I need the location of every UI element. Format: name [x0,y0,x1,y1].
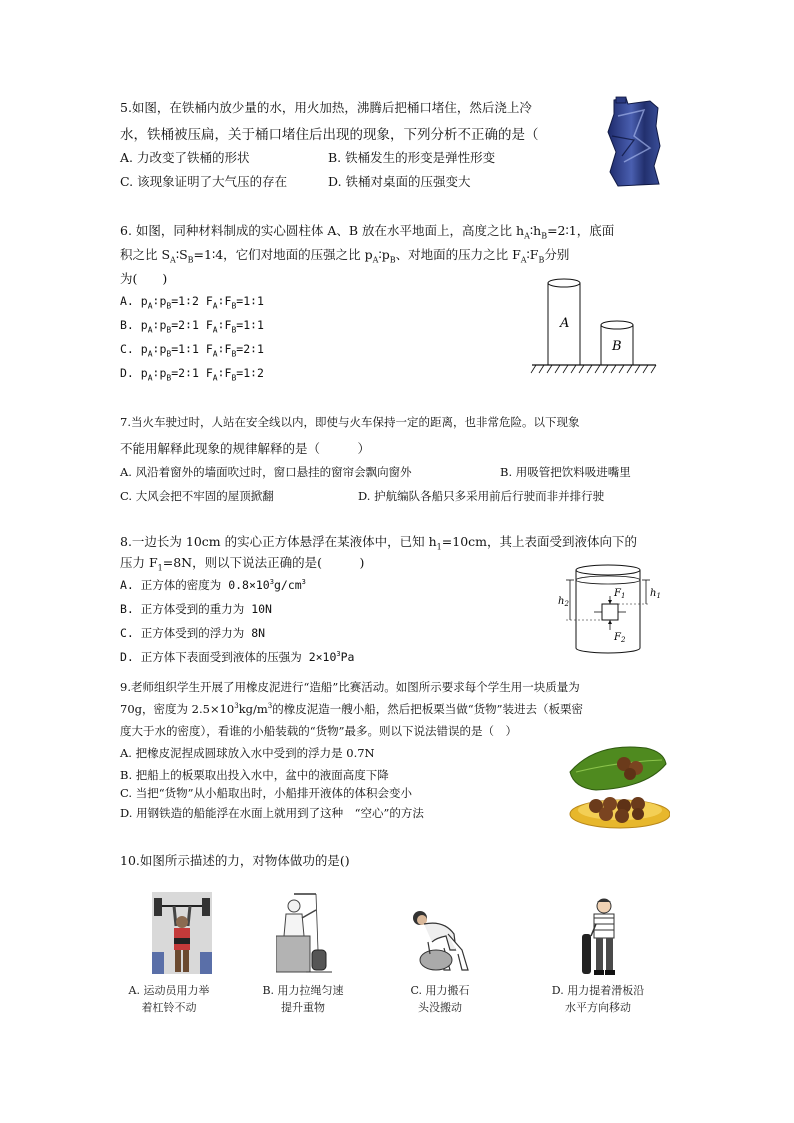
q10-caption-d: D. 用力提着滑板沿水平方向移动 [551,984,645,1014]
q10-caption-a: A. 运动员用力举着杠铃不动 [128,984,210,1014]
label-f2: F [614,632,621,643]
label-h1: h [650,588,657,599]
q5-option-c: C. 该现象证明了大气压的存在 [120,174,288,189]
q5-line2: 水，铁桶被压扁，关于桶口堵住后出现的现象，下列分析不正确的是（ [120,127,539,143]
q8-line2: 压力 $F_1=8N$，则以下说法正确的是( ) [120,555,365,573]
q9-option-d: D. 用钢铁造的船能浮在水面上就用到了这种 “空心”的方法 [120,806,424,820]
q8-option-b: B. 正方体受到的重力为 10N [120,602,272,616]
q6-option-b: B. $p_A∶p_B=2∶1$ $F_A∶F_B=1∶1$ [120,318,264,335]
weightlifter-image [152,892,212,974]
q9-option-c: C. 当把“货物”从小船取出时，小船排开液体的体积会变小 [120,786,412,800]
q5-option-b: B. 铁桶发生的形变是弹性形变 [328,150,496,165]
q8-option-d: D. 正方体下表面受到液体的压强为 $2\times 10^3Pa$ [120,650,355,664]
q7-line2: 不能用解释此现象的规律解释的是（ ） [120,441,371,456]
q6-line3: 为( ) [120,271,168,286]
q10-caption-b: B. 用力拉绳匀速提升重物 [262,984,344,1014]
label-h2: h [558,596,565,607]
q8-line1: 8.一边长为 10cm 的实心正方体悬浮在某液体中，已知 $h_1=10cm$，其上表面受到液体向下的 [120,534,637,552]
crushed-bucket-image [604,96,664,188]
q6-option-d: D. $p_A∶p_B=2∶1$ $F_A∶F_B=1∶2$ [120,366,264,383]
cylinders-figure [530,275,660,377]
q9-line3: 度大于水的密度），看谁的小船装载的“货物”最多。则以下说法错误的是（ ） [120,724,518,738]
q7-option-b: B. 用吸管把饮料吸进嘴里 [500,465,631,479]
carrying-skateboard-image [580,896,626,978]
svg-text:h1: $h_1$ [650,588,661,600]
q7-option-c: C. 大风会把不牢固的屋顶掀翻 [120,489,274,503]
cylinder-b-label: B [612,339,622,354]
q10-caption-c: C. 用力搬石头没搬动 [410,984,470,1014]
q7-line1: 7.当火车驶过时，人站在安全线以内，即使与火车保持一定的距离，也非常危险。以下现象 [120,415,580,429]
q6-line2: 积之比 $S_A∶S_B=1∶4$，它们对地面的压强之比 $p_A∶p_B$、对地面的压力之比 $F_A∶F_B$分别 [120,247,570,265]
svg-text:h2: $h_2$ [558,596,569,608]
pulling-rope-image [276,890,332,974]
q9-option-b: B. 把船上的板栗取出投入水中，盆中的液面高度下降 [120,768,389,782]
q8-option-a: A. 正方体的密度为 $0.8\times 10^3g/cm^3$ [120,578,306,592]
q9-line1: 9.老师组织学生开展了用橡皮泥进行“造船”比赛活动。如图所示要求每个学生用一块质量为 [120,680,580,694]
q9-line2: 70g，密度为 $2.5\times 10^3kg/m^3$的橡皮泥造一艘小船，然后把板栗当做“货物”装进去（板栗密 [120,702,584,716]
svg-text:F2: $F_2$ [614,632,626,644]
q6-option-a: A. $p_A∶p_B=1∶2$ $F_A∶F_B=1∶1$ [120,294,264,311]
q7-option-d: D. 护航编队各船只多采用前后行驶而非并排行驶 [358,489,605,503]
label-f1: F [614,588,621,599]
svg-text:F1: $F_1$ [614,588,626,600]
q10-stem: 10.如图所示描述的力，对物体做功的是() [120,853,350,868]
floating-cube-figure [558,560,668,660]
q8-option-c: C. 正方体受到的浮力为 8N [120,626,266,640]
q5-line1: 5.如图，在铁桶内放少量的水，用火加热，沸腾后把桶口堵住，然后浇上冷 [120,100,532,115]
q5-option-d: D. 铁桶对桌面的压强变大 [328,174,471,189]
q5-option-a: A. 力改变了铁桶的形状 [120,150,250,165]
q6-option-c: C. $p_A∶p_B=1∶1$ $F_A∶F_B=2∶1$ [120,342,264,359]
q7-option-a: A. 风沿着窗外的墙面吹过时，窗口悬挂的窗帘会飘向窗外 [120,465,412,479]
cylinder-a-label: A [560,316,570,331]
q6-line1: 6. 如图，同种材料制成的实心圆柱体 A、B 放在水平地面上，高度之比 $h_A∶h_B=2∶1$，底面 [120,223,615,241]
lifting-stone-image [410,904,472,976]
q9-option-a: A. 把橡皮泥捏成圆球放入水中受到的浮力是 0.7N [120,746,375,760]
chestnut-boat-image [566,742,670,832]
